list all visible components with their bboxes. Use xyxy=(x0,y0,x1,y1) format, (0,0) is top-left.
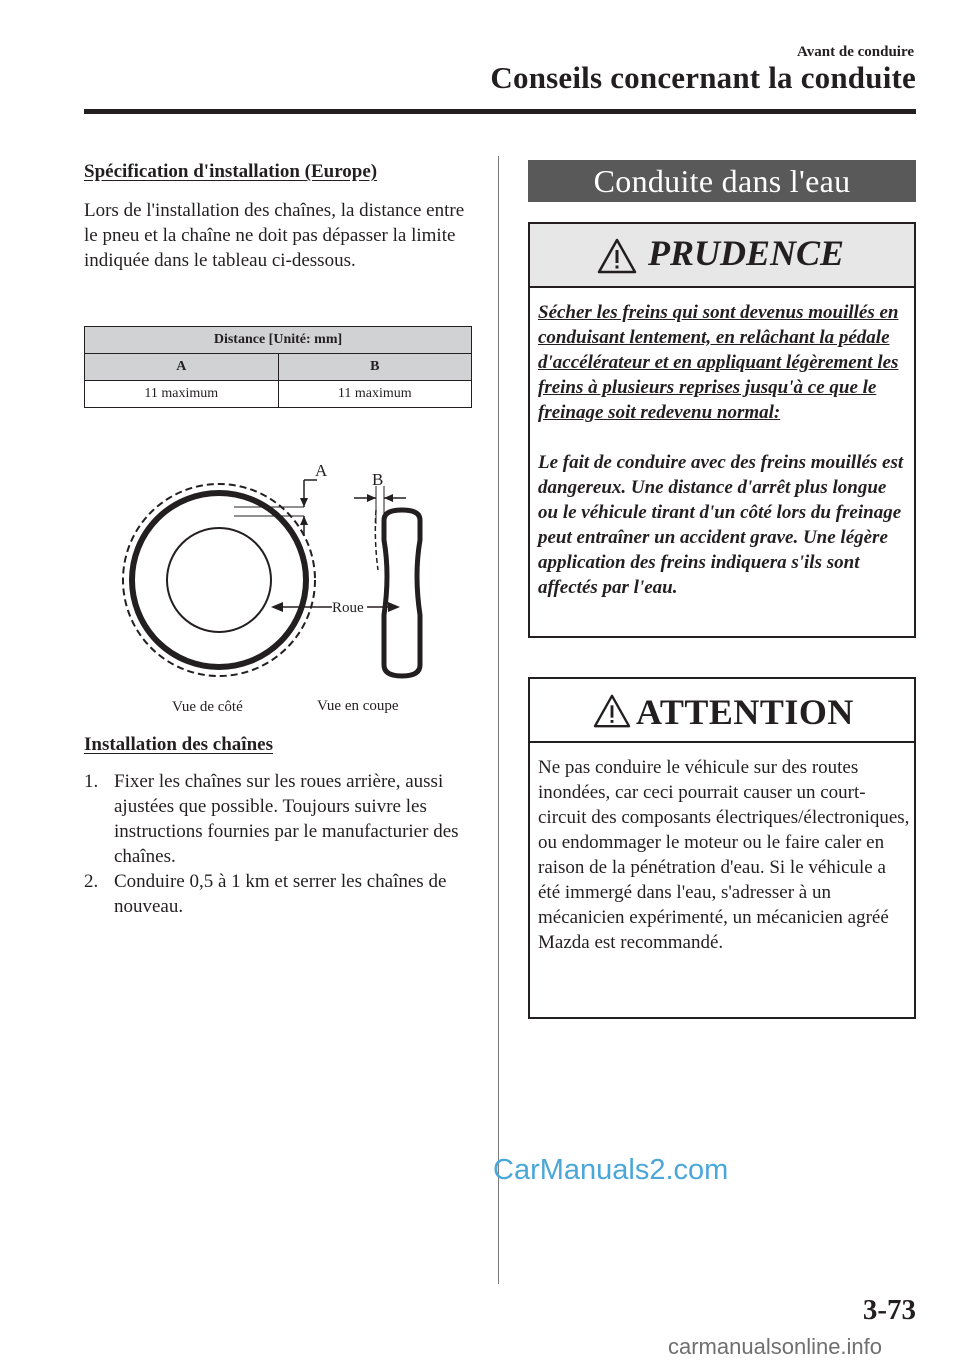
attention-box xyxy=(528,677,916,1019)
warning-triangle-icon xyxy=(592,693,632,729)
label-a: A xyxy=(315,461,328,480)
install-steps xyxy=(84,769,484,919)
prudence-title: PRUDENCE xyxy=(648,233,845,273)
label-b: B xyxy=(372,470,384,489)
step-text: Conduire 0,5 à 1 km et serrer les chaînes de nouveau. xyxy=(114,871,447,917)
prudence-box xyxy=(528,222,916,638)
list-item xyxy=(84,769,484,869)
list-item xyxy=(84,869,484,919)
prudence-header xyxy=(530,224,914,288)
page-number: 3-73 xyxy=(862,1294,916,1326)
table-header-a: A xyxy=(85,354,279,381)
attention-title: ATTENTION xyxy=(636,692,854,732)
warning-triangle-icon xyxy=(596,237,638,275)
spec-paragraph: Lors de l'installation des chaînes, la distance entre le pneu et la chaîne ne doit pas dépasser la limite indiquée dans le tableau ci-dessous. xyxy=(84,200,465,271)
spec-heading: Spécification d'installation (Europe) xyxy=(84,161,378,182)
prudence-underlined-text: Sécher les freins qui sont devenus mouillés en conduisant lentement, en relâchant la pédale d'accélérateur et en appliquant légèrement les freins à plusieurs reprises jusqu'à ce que le freinage soit redevenu normal: xyxy=(538,302,899,423)
chain-clearance-diagram xyxy=(84,440,484,730)
table-cell-a: 11 maximum xyxy=(85,381,279,408)
header-rule xyxy=(84,109,916,114)
page-title: Conseils concernant la conduite xyxy=(490,60,916,95)
step-number: 2. xyxy=(84,871,99,892)
side-view-tire xyxy=(123,484,315,676)
column-divider xyxy=(498,156,499,1284)
label-wheel: Roue xyxy=(332,600,364,616)
header-section: Avant de conduire xyxy=(797,44,914,60)
attention-text: Ne pas conduire le véhicule sur des routes inondées, car ceci pourrait causer un court-circuit des composants électriques/électroniques, ou endommager le moteur ou le faire caler en raison de la pénétration d'eau. Si le véhicule a été immergé dans l'eau, s'adresser à un mécanicien expérimenté, un mécanicien agréé Mazda est recommandé. xyxy=(538,757,910,953)
step-text: Fixer les chaînes sur les roues arrière, aussi ajustées que possible. Toujours suivre les instructions fournies par le manufacturier des chaînes. xyxy=(114,771,459,867)
section-view-tire xyxy=(375,510,420,676)
table-caption: Distance [Unité: mm] xyxy=(85,327,472,354)
attention-header xyxy=(530,679,914,743)
watermark-link[interactable]: CarManuals2.com xyxy=(493,1154,729,1186)
table-header-b: B xyxy=(278,354,472,381)
dimension-b xyxy=(354,486,406,524)
install-heading: Installation des chaînes xyxy=(84,734,273,755)
distance-table xyxy=(84,326,472,408)
label-section-view: Vue en coupe xyxy=(317,698,399,714)
prudence-text: Le fait de conduire avec des freins mouillés est dangereux. Une distance d'arrêt plus longue ou le véhicule tirant d'un côté lors du freinage peut entraîner un accident grave. Une légère application des freins indiquera s'ils sont affectés par l'eau. xyxy=(538,452,904,598)
step-number: 1. xyxy=(84,771,99,792)
table-cell-b: 11 maximum xyxy=(278,381,472,408)
site-watermark[interactable]: carmanualsonline.info xyxy=(668,1334,883,1359)
label-side-view: Vue de côté xyxy=(172,699,243,715)
table-row xyxy=(85,381,472,408)
section-banner: Conduite dans l'eau xyxy=(528,160,916,202)
